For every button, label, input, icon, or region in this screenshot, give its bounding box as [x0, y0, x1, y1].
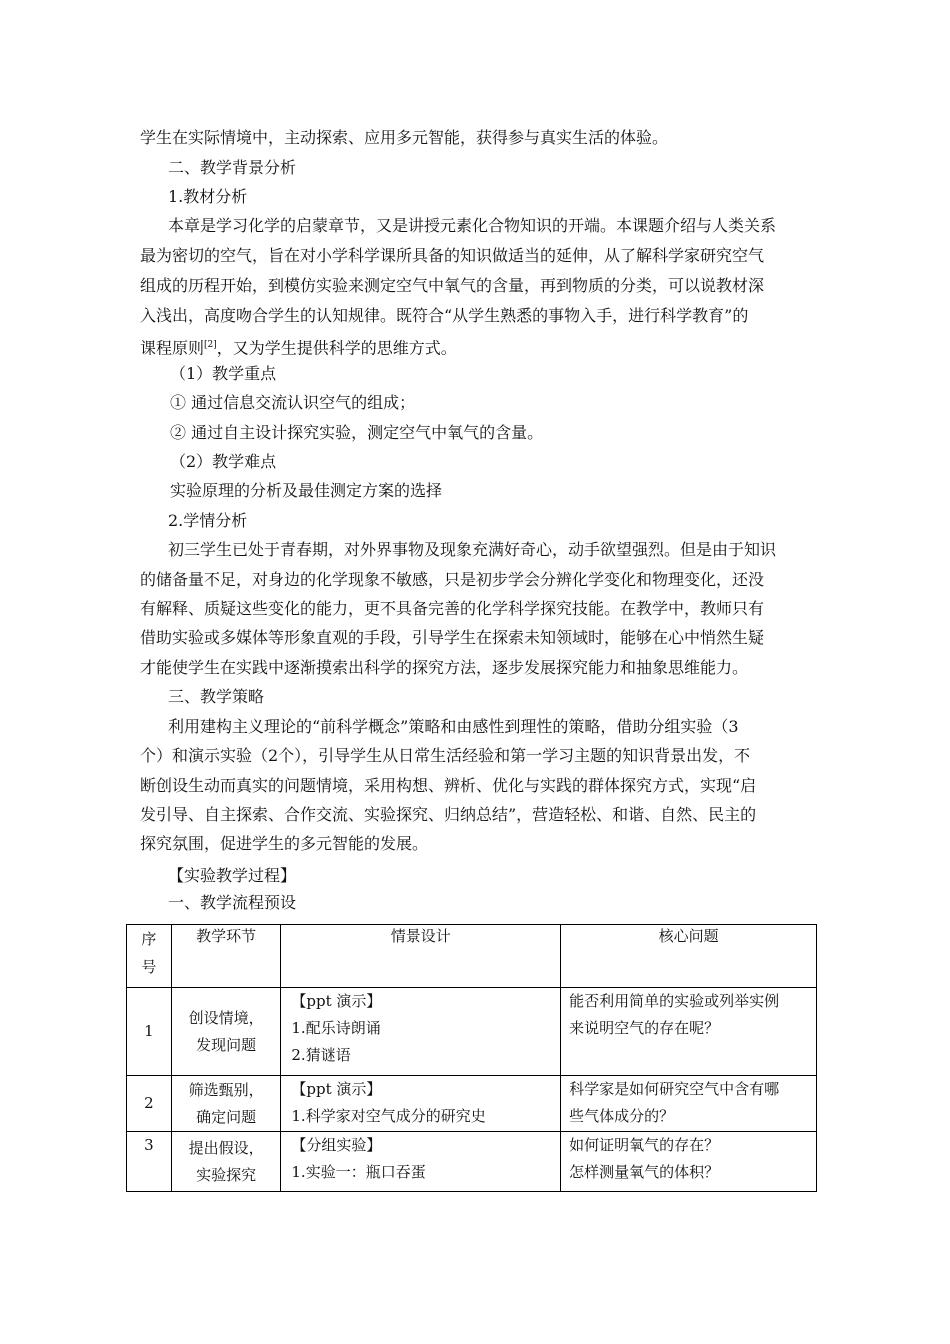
paragraph-line: 学生在实际情境中，主动探索、应用多元智能，获得参与真实生活的体验。	[140, 128, 669, 147]
paragraph-line: （2）教学难点	[170, 452, 277, 471]
paragraph-line: 2.学情分析	[168, 511, 248, 530]
row-step: 筛选甄别， 确定问题	[171, 1076, 281, 1132]
paragraph-line: ② 通过自主设计探究实验，测定空气中氧气的含量。	[170, 423, 544, 442]
teaching-flow-table	[126, 924, 817, 1192]
paragraph-line: 【实验教学过程】	[168, 866, 297, 885]
paragraph-line: （1）教学重点	[170, 364, 277, 383]
row-number: 3	[127, 1132, 172, 1192]
row-step: 创设情境， 发现问题	[171, 988, 281, 1076]
header-core: 核心问题	[561, 925, 817, 988]
row-number: 2	[127, 1076, 172, 1132]
row-scene: 【分组实验】 1.实验一：瓶口吞蛋	[281, 1132, 561, 1192]
paragraph-line: 实验原理的分析及最佳测定方案的选择	[170, 481, 443, 500]
paragraph-line: 的储备量不足，对身边的化学现象不敏感，只是初步学会分辨化学变化和物理变化，还没	[140, 570, 765, 589]
header-scene: 情景设计	[281, 925, 561, 988]
row-core-question: 能否利用简单的实验或列举实例 来说明空气的存在呢？	[561, 988, 817, 1076]
row-number: 1	[127, 988, 172, 1076]
paragraph-line: 发引导、自主探索、合作交流、实验探究、归纳总结”，营造轻松、和谐、自然、民主的	[140, 805, 757, 824]
paragraph-line: 课程原则[2]，又为学生提供科学的思维方式。	[140, 338, 457, 358]
citation-mark: [2]	[204, 340, 217, 350]
row-core-question: 科学家是如何研究空气中含有哪 些气体成分的？	[561, 1076, 817, 1132]
table-row	[127, 988, 817, 1076]
row-core-question: 如何证明氧气的存在？ 怎样测量氧气的体积？	[561, 1132, 817, 1192]
paragraph-line: 借助实验或多媒体等形象直观的手段，引导学生在探索未知领域时，能够在心中悄然生疑	[140, 628, 765, 647]
row-scene: 【ppt 演示】 1.配乐诗朗诵 2.猜谜语	[281, 988, 561, 1076]
table-header-row	[127, 925, 817, 988]
paragraph-line: 入浅出，高度吻合学生的认知规律。既符合“从学生熟悉的事物入手，进行科学教育”的	[140, 306, 749, 325]
table-row	[127, 1132, 817, 1192]
paragraph-line: 本章是学习化学的启蒙章节，又是讲授元素化合物知识的开端。本课题介绍与人类关系	[168, 216, 777, 235]
header-step: 教学环节	[171, 925, 281, 988]
paragraph-line: 最为密切的空气，旨在对小学科学课所具备的知识做适当的延伸，从了解科学家研究空气	[140, 246, 765, 265]
paragraph-line: ① 通过信息交流认识空气的组成；	[170, 393, 416, 412]
paragraph-line: 有解释、质疑这些变化的能力，更不具备完善的化学科学探究技能。在教学中，教师只有	[140, 599, 765, 618]
paragraph-line: 二、教学背景分析	[168, 158, 297, 177]
row-scene: 【ppt 演示】 1.科学家对空气成分的研究史	[281, 1076, 561, 1132]
paragraph-line: 1.教材分析	[168, 187, 248, 206]
paragraph-line: 利用建构主义理论的“前科学概念”策略和由感性到理性的策略，借助分组实验（3	[168, 717, 739, 736]
table-row	[127, 1076, 817, 1132]
paragraph-line: 断创设生动而真实的问题情境，采用构想、辨析、优化与实践的群体探究方式，实现“启	[140, 776, 757, 795]
paragraph-line: 组成的历程开始，到模仿实验来测定空气中氧气的含量，再到物质的分类，可以说教材深	[140, 276, 765, 295]
paragraph-line: 才能使学生在实践中逐渐摸索出科学的探究方法，逐步发展探究能力和抽象思维能力。	[140, 658, 749, 677]
header-no: 序 号	[127, 925, 172, 988]
row-step: 提出假设， 实验探究	[171, 1132, 281, 1192]
paragraph-line: 三、教学策略	[168, 687, 265, 706]
paragraph-line: 一、教学流程预设	[168, 893, 297, 912]
paragraph-line: 初三学生已处于青春期，对外界事物及现象充满好奇心，动手欲望强烈。但是由于知识	[168, 540, 777, 559]
paragraph-line: 探究氛围，促进学生的多元智能的发展。	[140, 834, 429, 853]
paragraph-line: 个）和演示实验（2个），引导学生从日常生活经验和第一学习主题的知识背景出发，不	[140, 746, 751, 765]
